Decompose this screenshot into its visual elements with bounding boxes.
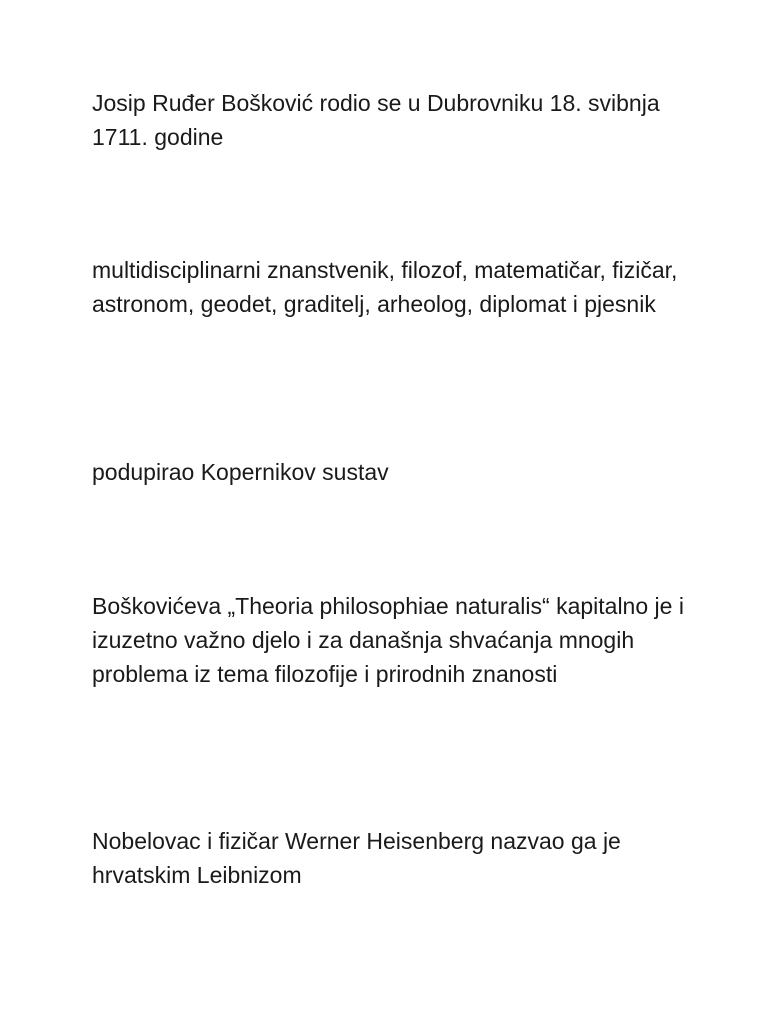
paragraph-birth: Josip Ruđer Bošković rodio se u Dubrovniku 18. svibnja 1711. godine [92, 90, 660, 150]
paragraph-copernicus: podupirao Kopernikov sustav [92, 459, 389, 485]
paragraph-theoria: Boškovićeva „Theoria philosophiae naturalis“ kapitalno je i izuzetno važno djelo i za današnja shvaćanja mnogih problema iz tema filozofije i prirodnih znanosti [92, 593, 684, 687]
paragraph-heisenberg: Nobelovac i fizičar Werner Heisenberg nazvao ga je hrvatskim Leibnizom [92, 828, 621, 888]
paragraph-professions: multidisciplinarni znanstvenik, filozof, matematičar, fizičar, astronom, geodet, graditelj, arheolog, diplomat i pjesnik [92, 257, 678, 317]
